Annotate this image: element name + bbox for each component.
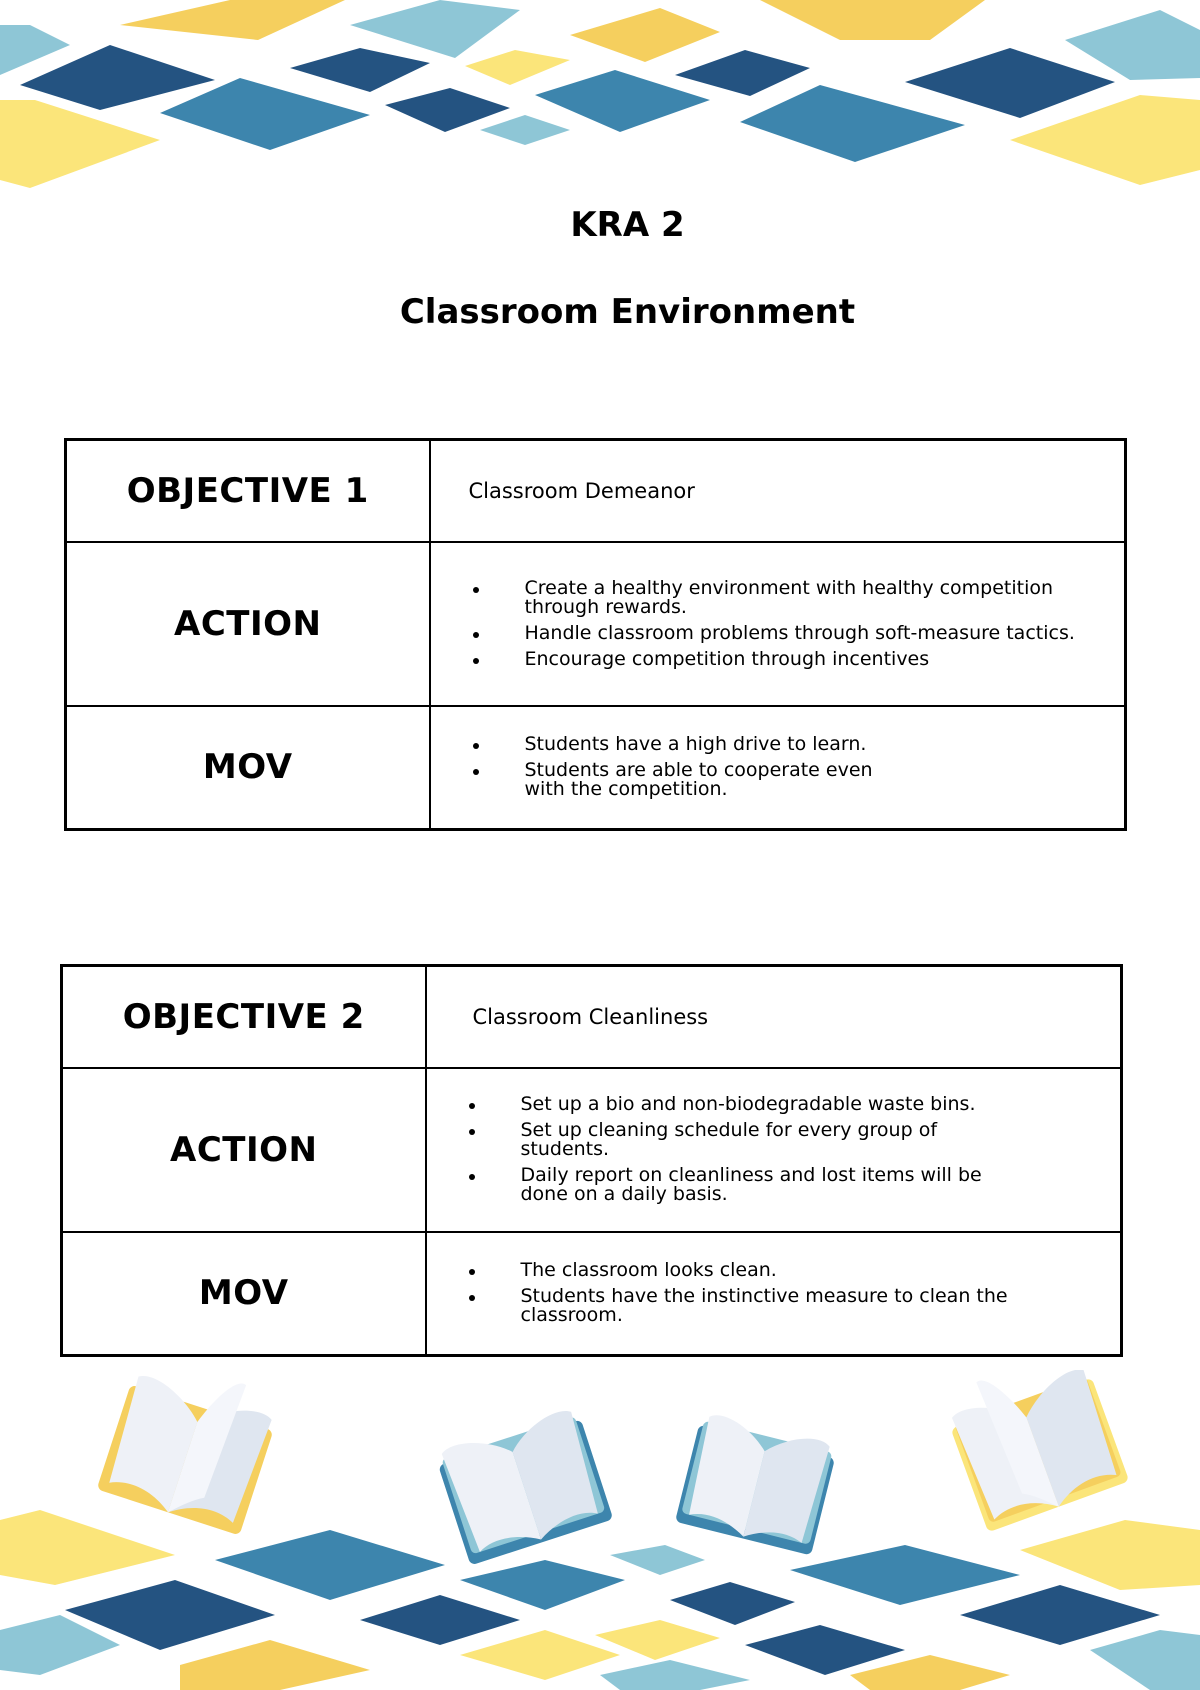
objective-table-2 — [60, 964, 1123, 1357]
list-item: Handle classroom problems through soft-measure tactics. — [469, 624, 1095, 643]
diamond-shape — [480, 115, 570, 145]
diamond-shape — [215, 1530, 445, 1600]
diamond-shape — [0, 100, 160, 188]
diamond-shape — [1065, 10, 1200, 80]
diamond-shape — [675, 50, 810, 96]
action-row — [66, 542, 1126, 706]
diamond-shape — [20, 45, 215, 110]
objective-row — [66, 440, 1126, 542]
diamond-shape — [160, 78, 370, 150]
diamond-shape — [350, 0, 520, 58]
objective-label: OBJECTIVE 2 — [62, 966, 426, 1068]
action-list — [431, 576, 1125, 670]
diamond-shape — [1020, 1520, 1200, 1590]
bottom-books-border — [0, 1370, 1200, 1690]
mov-label: MOV — [66, 706, 430, 830]
objective-title-cell — [426, 966, 1122, 1068]
mov-cell — [426, 1232, 1122, 1356]
mov-list — [427, 1261, 1121, 1325]
diamond-shape — [790, 1545, 1020, 1605]
page-title: KRA 2 — [570, 205, 685, 245]
diamond-shape — [535, 70, 710, 132]
objective-title: Classroom Cleanliness — [472, 1004, 709, 1029]
mov-cell — [430, 706, 1126, 830]
mov-row — [66, 706, 1126, 830]
diamond-shape — [760, 0, 985, 40]
action-label: ACTION — [62, 1068, 426, 1232]
mov-label: MOV — [62, 1232, 426, 1356]
diamond-shape — [1090, 1630, 1200, 1690]
action-row — [62, 1068, 1122, 1232]
diamond-shape — [670, 1582, 795, 1625]
list-item: Set up a bio and non-biodegradable waste bins. — [465, 1095, 1021, 1114]
mov-row — [62, 1232, 1122, 1356]
list-item: Create a healthy environment with healthy competition through rewards. — [469, 579, 1095, 617]
top-diamond-border — [0, 0, 1200, 200]
book-icon — [675, 1411, 838, 1555]
diamond-shape — [290, 48, 430, 92]
diamond-shape — [180, 1640, 370, 1690]
diamond-shape — [0, 1510, 175, 1585]
objective-title-cell — [430, 440, 1126, 542]
diamond-shape — [570, 8, 720, 62]
action-cell — [426, 1068, 1122, 1232]
objective-title: Classroom Demeanor — [468, 478, 695, 503]
objective-row — [62, 966, 1122, 1068]
diamond-shape — [360, 1595, 520, 1645]
diamond-shape — [610, 1545, 705, 1575]
page-subtitle: Classroom Environment — [399, 292, 856, 332]
list-item: Students are able to cooperate even with the competition. — [469, 761, 905, 799]
diamond-shape — [905, 48, 1115, 118]
book-icon — [434, 1406, 613, 1565]
diamond-shape — [600, 1660, 750, 1690]
diamond-shape — [385, 88, 510, 132]
diamond-shape — [460, 1560, 625, 1610]
action-list — [427, 1095, 1121, 1204]
diamond-shape — [120, 0, 345, 40]
book-icon — [97, 1370, 285, 1535]
list-item: Encourage competition through incentives — [469, 650, 1095, 669]
list-item: Set up cleaning schedule for every group of students. — [465, 1121, 1021, 1159]
book-icon — [939, 1370, 1130, 1532]
diamond-shape — [460, 1630, 620, 1680]
objective-table-1 — [64, 438, 1127, 831]
diamond-shape — [740, 85, 965, 162]
objective-label: OBJECTIVE 1 — [66, 440, 430, 542]
diamond-shape — [850, 1655, 1010, 1690]
diamond-shape — [465, 50, 570, 85]
mov-list — [431, 735, 1125, 799]
diamond-shape — [960, 1585, 1160, 1645]
list-item: Students have a high drive to learn. — [469, 735, 905, 754]
list-item: Daily report on cleanliness and lost items will be done on a daily basis. — [465, 1166, 1021, 1204]
action-label: ACTION — [66, 542, 430, 706]
list-item: The classroom looks clean. — [465, 1261, 1091, 1280]
action-cell — [430, 542, 1126, 706]
list-item: Students have the instinctive measure to clean the classroom. — [465, 1287, 1091, 1325]
